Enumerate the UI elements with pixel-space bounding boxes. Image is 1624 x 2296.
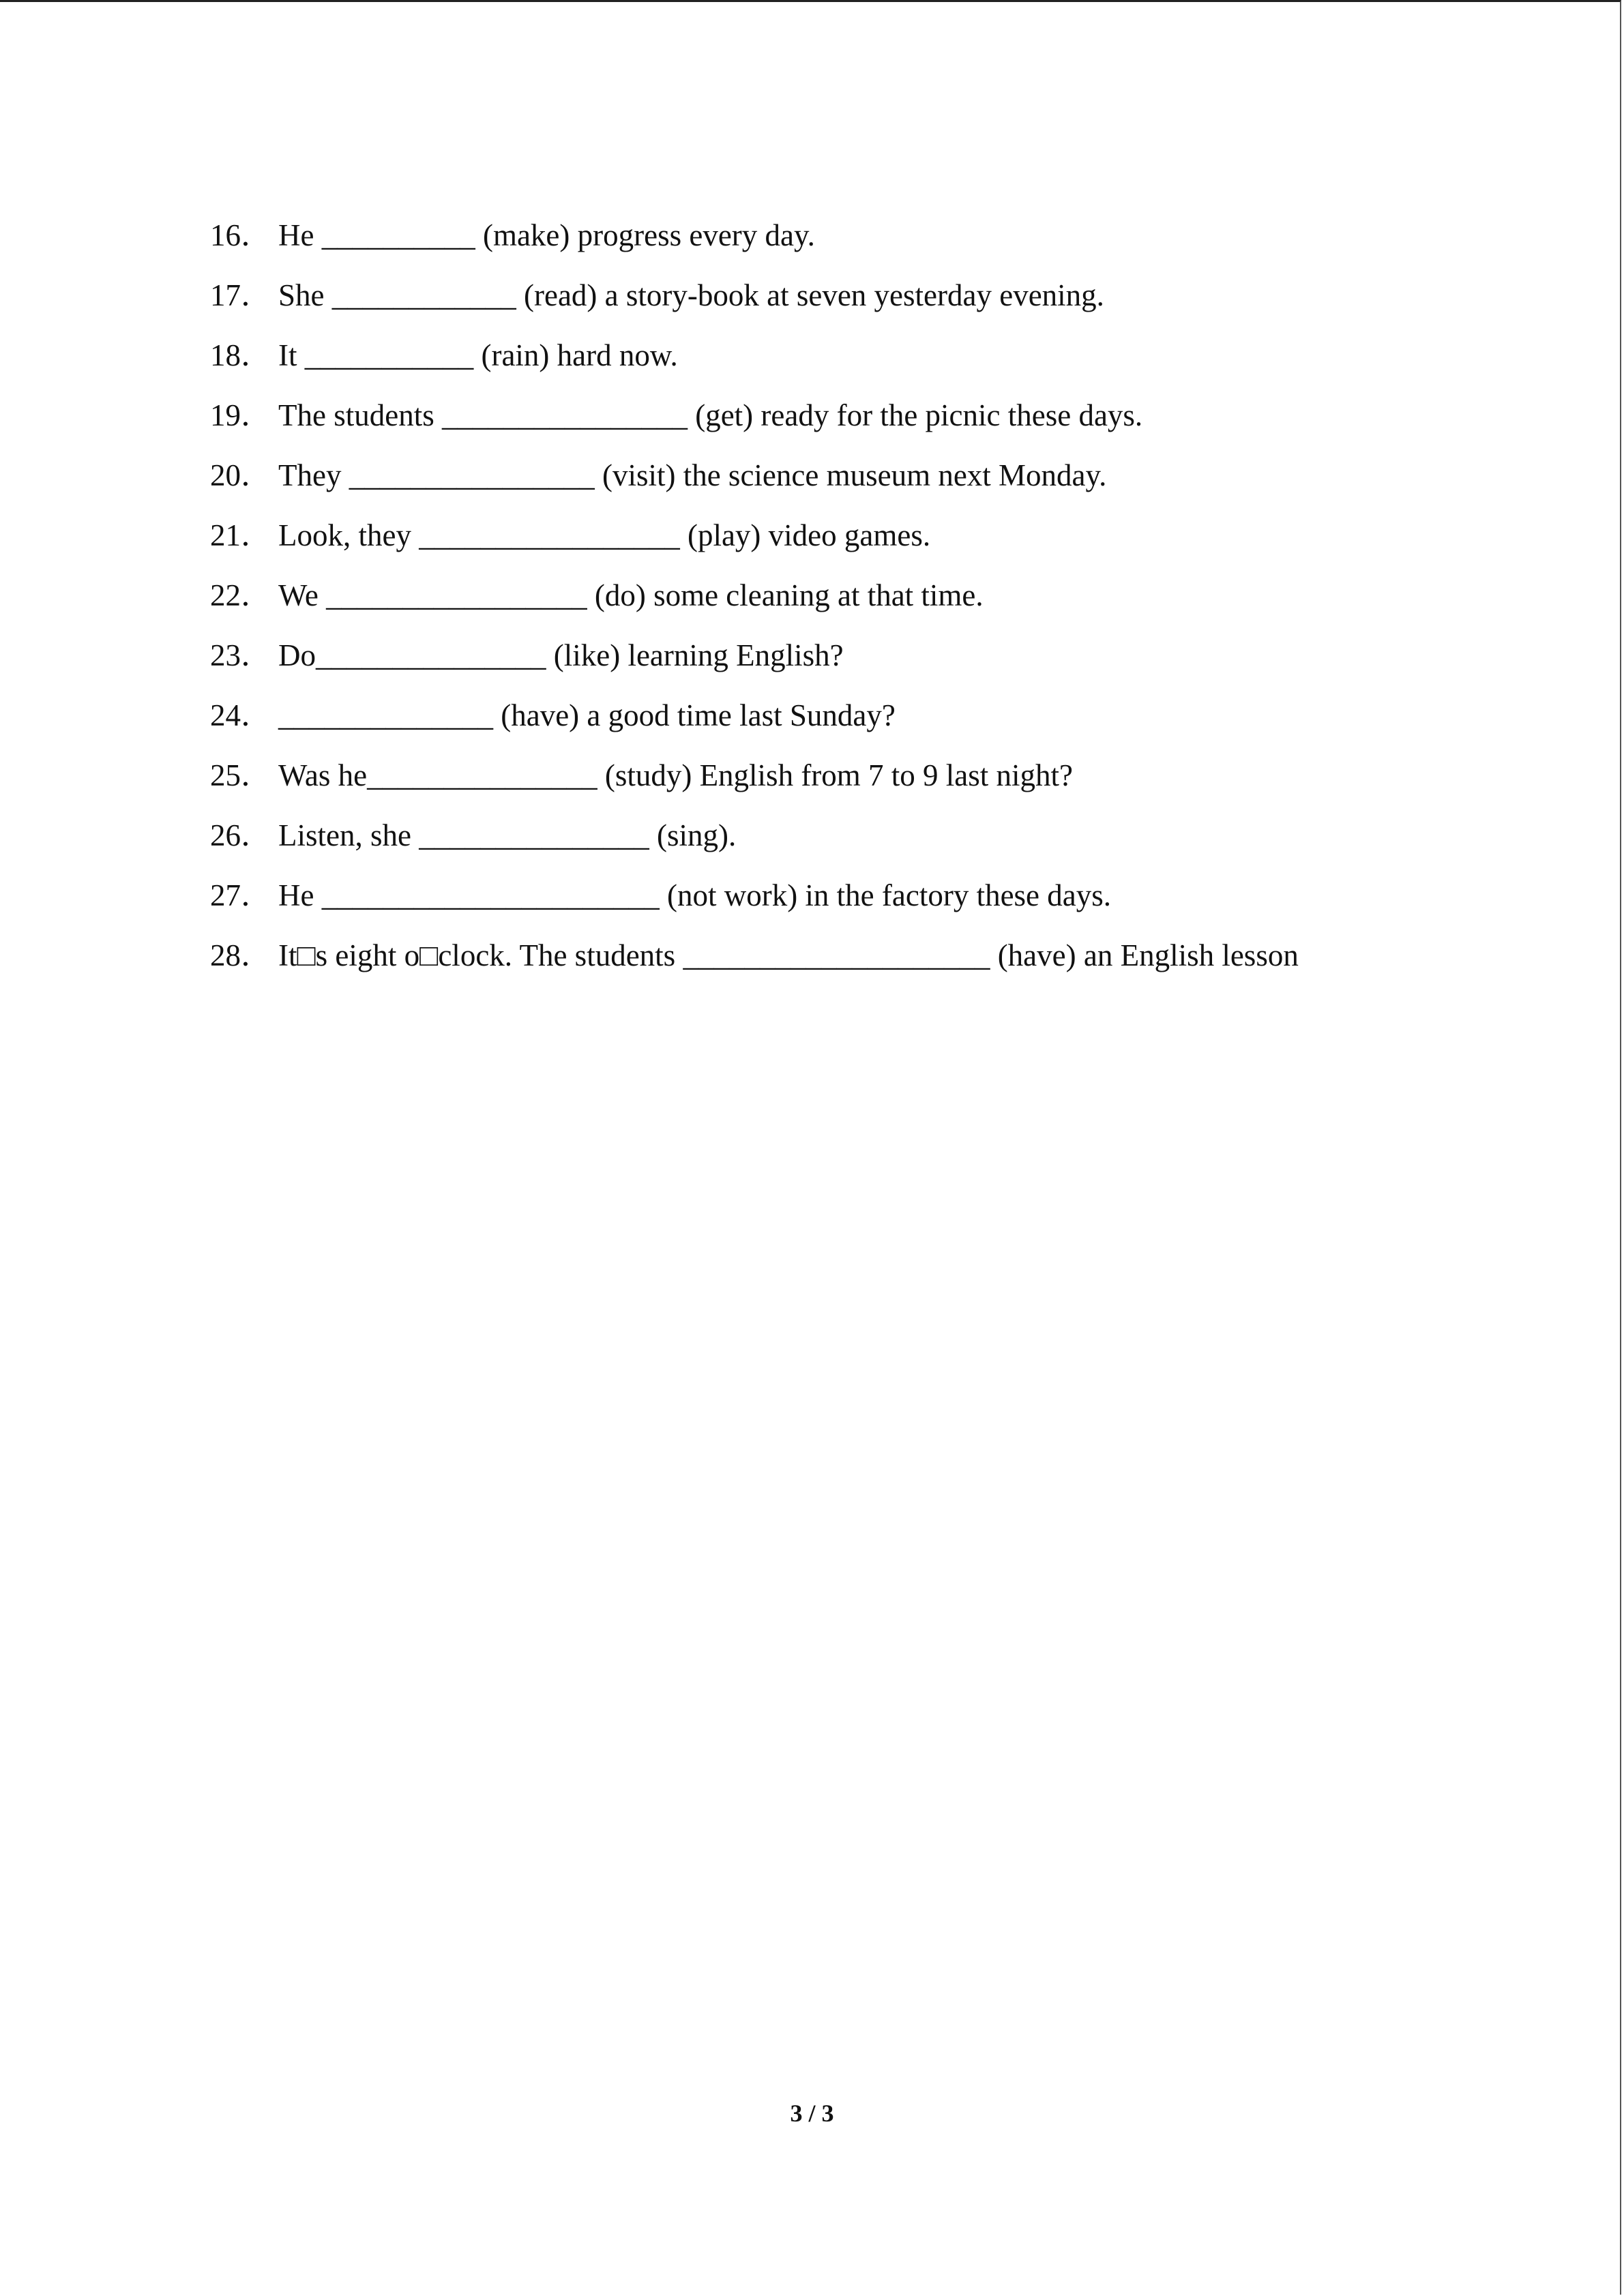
question-text: It ___________ (rain) hard now. bbox=[278, 338, 678, 372]
question-number: 26． bbox=[210, 818, 272, 852]
question-item bbox=[210, 631, 1299, 691]
question-item bbox=[210, 871, 1299, 931]
question-item bbox=[210, 511, 1299, 571]
question-text: Look, they _________________ (play) video games. bbox=[278, 518, 931, 552]
question-item bbox=[210, 811, 1299, 871]
question-number: 18． bbox=[210, 338, 272, 372]
question-number: 16． bbox=[210, 218, 272, 252]
page-number: 3 / 3 bbox=[790, 2100, 834, 2127]
question-number: 25． bbox=[210, 758, 272, 792]
question-text: ______________ (have) a good time last Sunday? bbox=[278, 698, 896, 732]
question-item bbox=[210, 931, 1299, 992]
question-item bbox=[210, 751, 1299, 811]
question-text: They ________________ (visit) the science museum next Monday. bbox=[278, 458, 1107, 492]
question-number: 17． bbox=[210, 278, 272, 312]
question-list bbox=[210, 211, 1299, 992]
question-item bbox=[210, 211, 1299, 271]
question-text: Listen, she _______________ (sing). bbox=[278, 818, 737, 852]
question-text: We _________________ (do) some cleaning at that time. bbox=[278, 578, 984, 612]
question-text: He __________ (make) progress every day. bbox=[278, 218, 815, 252]
question-number: 22． bbox=[210, 578, 272, 612]
question-text: He ______________________ (not work) in the factory these days. bbox=[278, 878, 1112, 912]
question-text: Was he_______________ (study) English from 7 to 9 last night? bbox=[278, 758, 1074, 792]
question-text: The students ________________ (get) ready for the picnic these days. bbox=[278, 398, 1143, 432]
question-number: 19． bbox=[210, 398, 272, 432]
question-text: Do_______________ (like) learning English? bbox=[278, 638, 844, 672]
question-item bbox=[210, 571, 1299, 631]
question-item bbox=[210, 331, 1299, 391]
question-number: 20． bbox=[210, 458, 272, 492]
question-item bbox=[210, 271, 1299, 331]
question-number: 28． bbox=[210, 938, 272, 972]
question-item bbox=[210, 391, 1299, 451]
question-item bbox=[210, 691, 1299, 751]
question-text: She ____________ (read) a story-book at seven yesterday evening. bbox=[278, 278, 1104, 312]
question-number: 21． bbox=[210, 518, 272, 552]
question-number: 27． bbox=[210, 878, 272, 912]
question-text: It□s eight o□clock. The students ____________________ (have) an English lesson bbox=[278, 938, 1299, 972]
question-number: 23． bbox=[210, 638, 272, 672]
question-item bbox=[210, 451, 1299, 511]
question-number: 24． bbox=[210, 698, 272, 732]
